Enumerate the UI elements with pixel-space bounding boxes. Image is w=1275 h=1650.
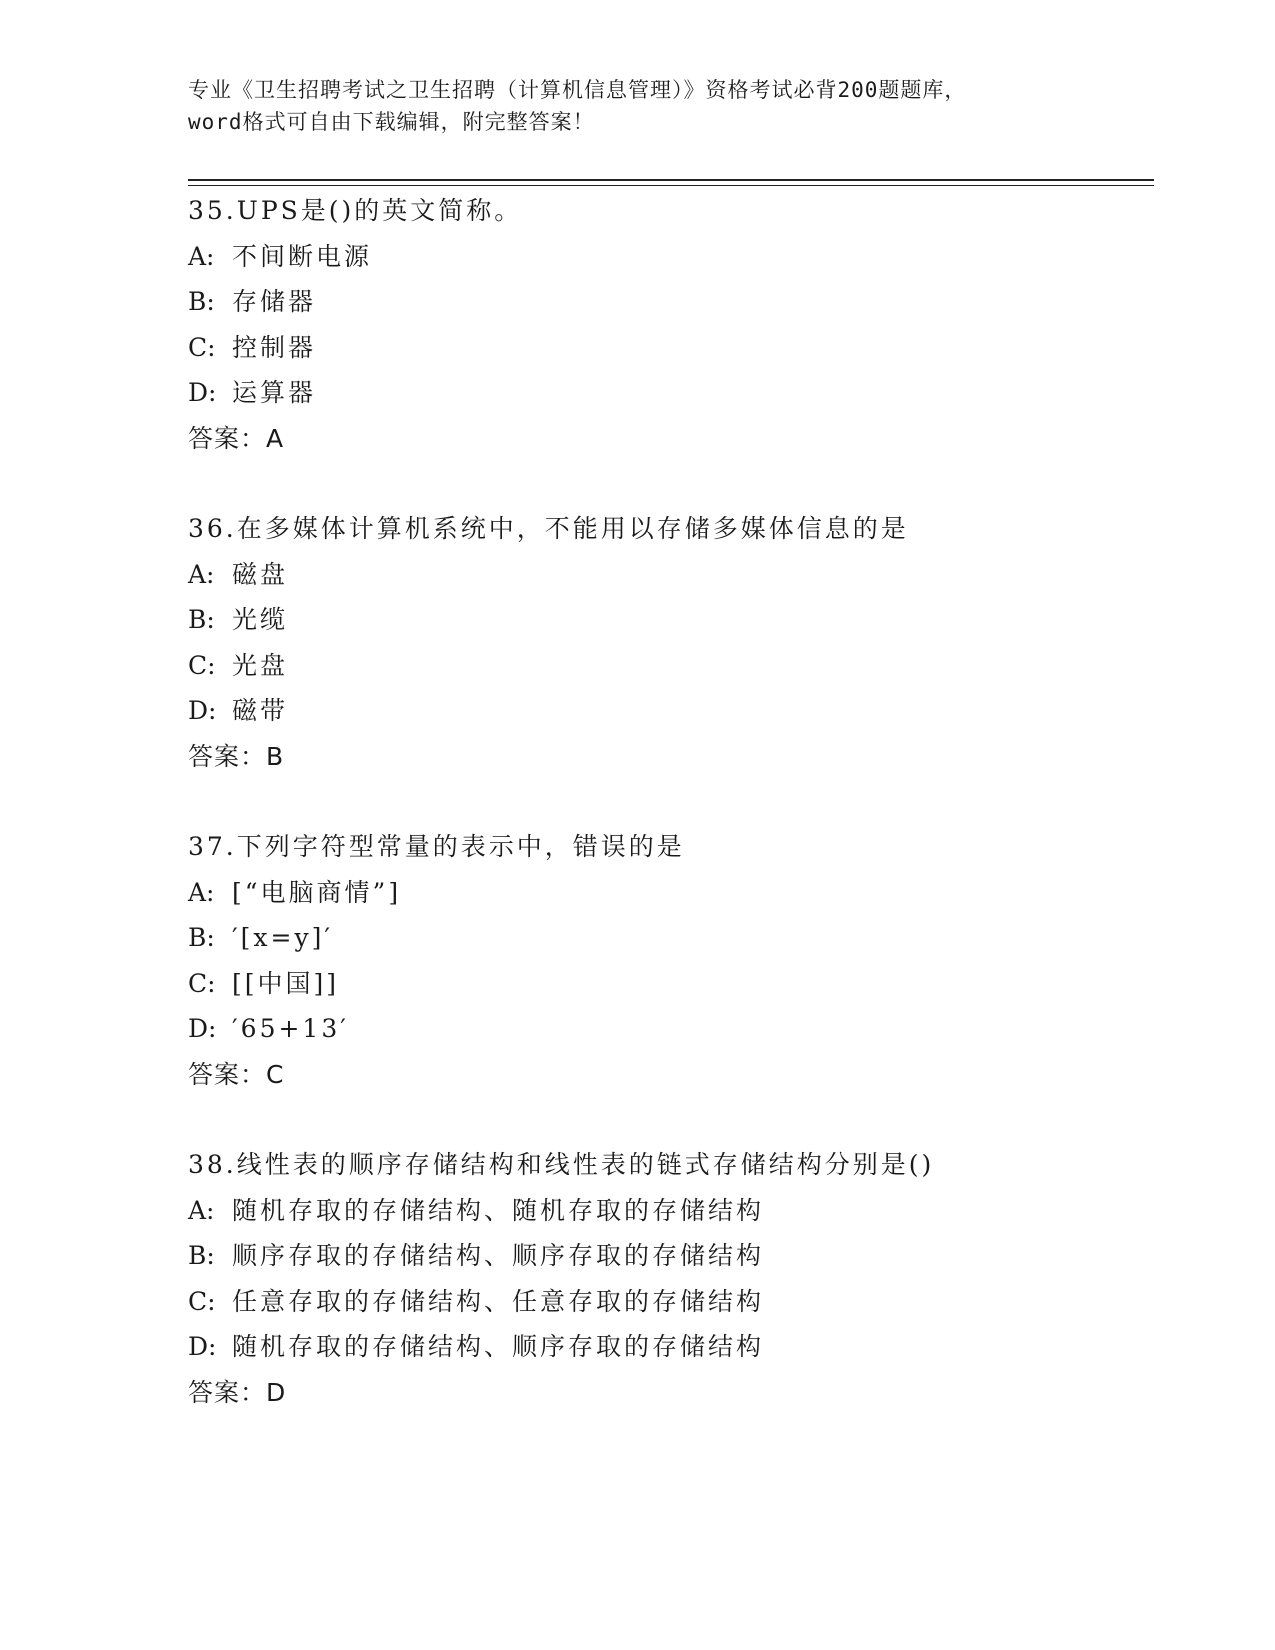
option-letter: A: bbox=[188, 559, 215, 589]
question-38 bbox=[188, 1142, 1148, 1460]
option-letter: A: bbox=[188, 877, 215, 907]
answer-line bbox=[188, 1052, 1148, 1098]
option-text: 顺序存取的存储结构、顺序存取的存储结构 bbox=[232, 1241, 765, 1270]
option-d bbox=[188, 370, 1148, 416]
answer-line bbox=[188, 734, 1148, 780]
question-stem: 38.线性表的顺序存储结构和线性表的链式存储结构分别是() bbox=[188, 1150, 935, 1179]
answer-line bbox=[188, 1370, 1148, 1416]
option-d bbox=[188, 1324, 1148, 1370]
option-letter: B: bbox=[188, 923, 215, 952]
option-a bbox=[188, 234, 1148, 280]
option-letter: D: bbox=[188, 378, 217, 407]
option-d bbox=[188, 688, 1148, 734]
answer-prefix: 答案： bbox=[188, 1059, 267, 1089]
answer-value: D bbox=[266, 1377, 287, 1407]
answer-prefix: 答案： bbox=[188, 741, 267, 771]
option-text: 控制器 bbox=[232, 332, 317, 362]
option-text: 存储器 bbox=[232, 287, 317, 316]
option-letter: C: bbox=[188, 332, 216, 362]
header-divider bbox=[188, 179, 1154, 186]
option-text: ′65+13′ bbox=[232, 1014, 349, 1043]
option-b bbox=[188, 279, 1148, 325]
answer-line bbox=[188, 416, 1148, 462]
answer-value: B bbox=[266, 741, 285, 771]
option-letter: B: bbox=[188, 605, 215, 634]
page-header bbox=[188, 74, 1148, 138]
option-letter: B: bbox=[188, 1241, 215, 1270]
option-b bbox=[188, 597, 1148, 643]
question-36 bbox=[188, 506, 1148, 824]
answer-value: C bbox=[266, 1059, 285, 1089]
option-c bbox=[188, 643, 1148, 689]
option-a bbox=[188, 552, 1148, 598]
header-line-2: word格式可自由下载编辑，附完整答案！ bbox=[188, 110, 595, 134]
option-text: 不间断电源 bbox=[232, 241, 373, 271]
option-d bbox=[188, 1006, 1148, 1052]
option-text: 磁带 bbox=[232, 696, 289, 725]
question-stem: 36.在多媒体计算机系统中，不能用以存储多媒体信息的是 bbox=[188, 514, 909, 543]
answer-prefix: 答案： bbox=[188, 1377, 267, 1407]
question-stem: 35.UPS是()的英文简称。 bbox=[188, 196, 523, 225]
option-c bbox=[188, 325, 1148, 371]
answer-prefix: 答案： bbox=[188, 423, 267, 453]
question-stem: 37.下列字符型常量的表示中，错误的是 bbox=[188, 832, 685, 861]
option-text: 光缆 bbox=[232, 605, 289, 634]
option-text: 随机存取的存储结构、随机存取的存储结构 bbox=[232, 1195, 765, 1225]
option-letter: A: bbox=[188, 241, 215, 271]
option-text: [[中国]] bbox=[232, 968, 340, 998]
option-a bbox=[188, 1188, 1148, 1234]
header-line-1: 专业《卫生招聘考试之卫生招聘（计算机信息管理）》资格考试必背200题题库， bbox=[188, 78, 967, 102]
option-a bbox=[188, 870, 1148, 916]
option-text: [“电脑商情”] bbox=[232, 877, 402, 907]
option-letter: C: bbox=[188, 1286, 216, 1316]
option-letter: C: bbox=[188, 650, 216, 680]
question-list bbox=[188, 188, 1148, 1460]
option-letter: A: bbox=[188, 1195, 215, 1225]
option-text: 随机存取的存储结构、顺序存取的存储结构 bbox=[232, 1332, 765, 1361]
question-37 bbox=[188, 824, 1148, 1142]
option-c bbox=[188, 961, 1148, 1007]
option-text: ′[x=y]′ bbox=[232, 923, 334, 952]
option-text: 磁盘 bbox=[232, 559, 289, 589]
option-letter: D: bbox=[188, 696, 217, 725]
option-b bbox=[188, 1233, 1148, 1279]
option-letter: D: bbox=[188, 1332, 217, 1361]
option-letter: D: bbox=[188, 1014, 217, 1043]
option-b bbox=[188, 915, 1148, 961]
option-text: 运算器 bbox=[232, 378, 317, 407]
option-text: 任意存取的存储结构、任意存取的存储结构 bbox=[232, 1286, 765, 1316]
question-35 bbox=[188, 188, 1148, 506]
option-text: 光盘 bbox=[232, 650, 289, 680]
option-letter: B: bbox=[188, 287, 215, 316]
answer-value: A bbox=[266, 423, 285, 453]
option-c bbox=[188, 1279, 1148, 1325]
option-letter: C: bbox=[188, 968, 216, 998]
